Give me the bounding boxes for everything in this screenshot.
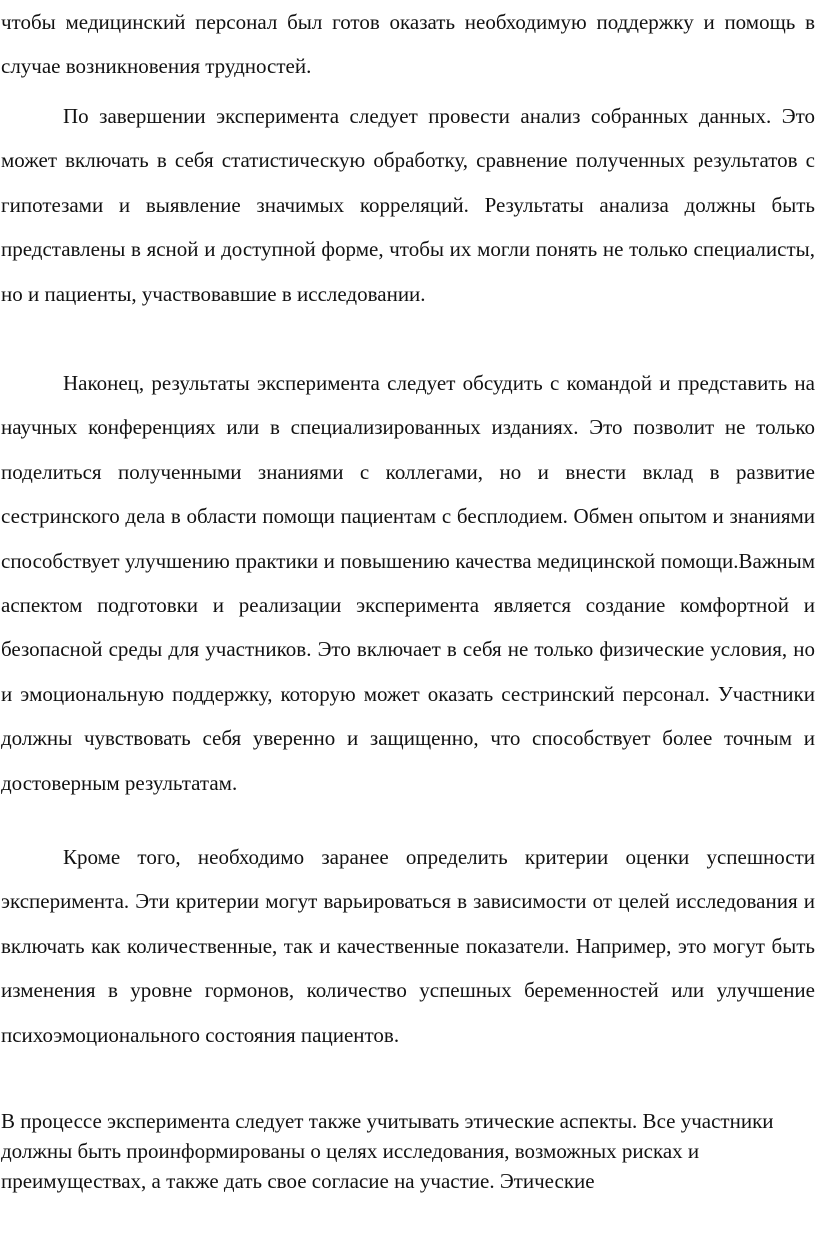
paragraph-discussion: Наконец, результаты эксперимента следует обсудить с командой и представить на научных конференциях или в специализированных изданиях. Это позволит не только поделиться полученными знаниями с коллегами, но и внести вклад в развитие сестринского дела в области помощи пациентам с бесплодием. Обмен опытом и знаниями способствует улучшению практики и повышению качества медицинской помощи.Важным аспектом подготовки и реализации эксперимента является создание комфортной и безопасной среды для участников. Это включает в себя не только физические условия, но и эмоциональную поддержку, которую может оказать сестринский персонал. Участники должны чувствовать себя уверенно и защищенно, что способствует более точным и достоверным результатам. [1, 371, 815, 795]
paragraph-analysis: По завершении эксперимента следует провести анализ собранных данных. Это может включать в себя статистическую обработку, сравнение полученных результатов с гипотезами и выявление значимых корреляций. Результаты анализа должны быть представлены в ясной и доступной форме, чтобы их могли понять не только специалисты, но и пациенты, участвовавшие в исследовании. [1, 104, 815, 306]
paragraph-ethics: В процессе эксперимента следует также учитывать этические аспекты. Все участники должны быть проинформированы о целях исследования, возможных рисках и преимуществах, а также дать свое согласие на участие. Этические [1, 1109, 774, 1193]
paragraph-criteria: Кроме того, необходимо заранее определить критерии оценки успешности эксперимента. Эти критерии могут варьироваться в зависимости от целей исследования и включать как количественные, так и качественные показатели. Например, это могут быть изменения в уровне гормонов, количество успешных беременностей или улучшение психоэмоционального состояния пациентов. [1, 845, 815, 1047]
paragraph-continuation: чтобы медицинский персонал был готов оказать необходимую поддержку и помощь в случае возникновения трудностей. [1, 10, 815, 79]
